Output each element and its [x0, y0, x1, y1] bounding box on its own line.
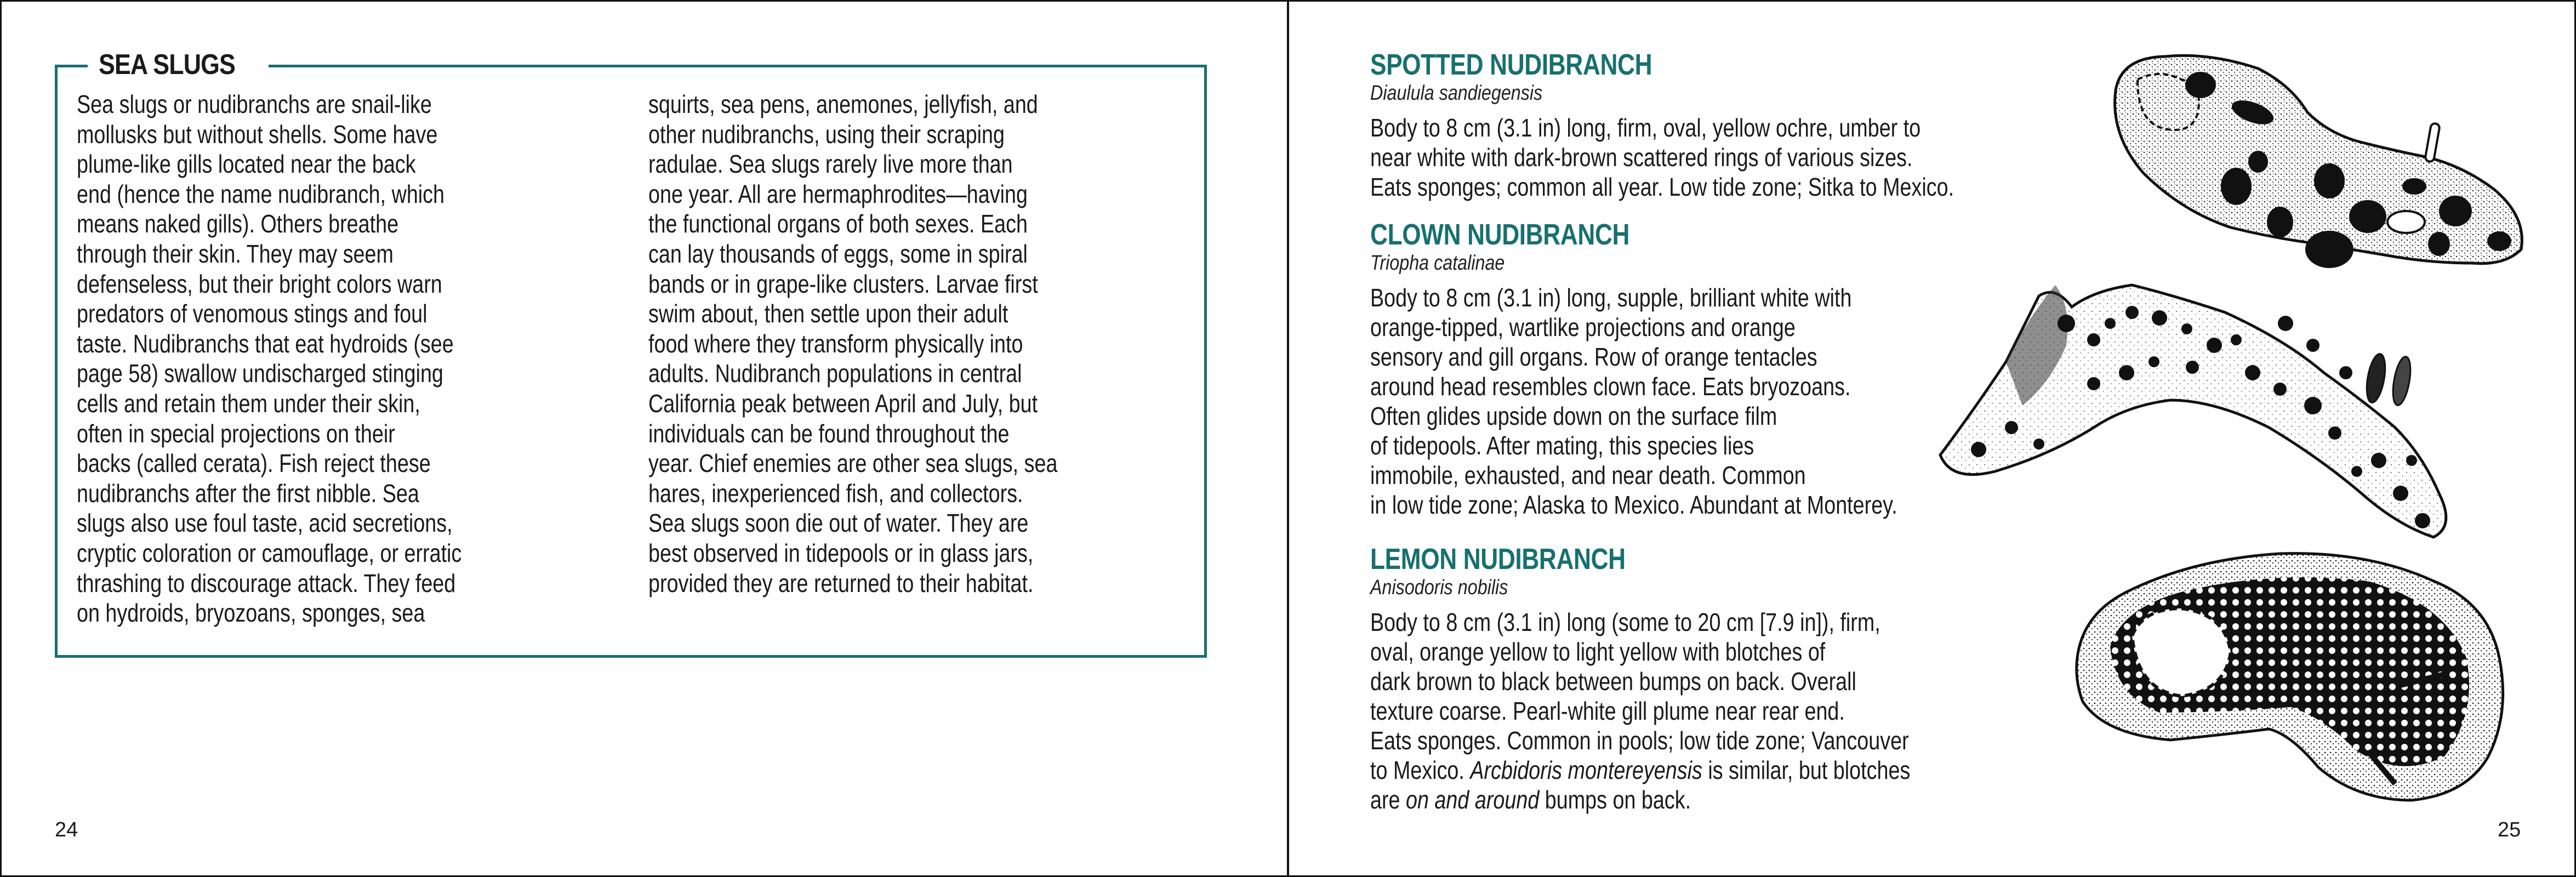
entry-body [1370, 607, 2029, 815]
text-line: Body to 8 cm (3.1 in) long, supple, brilliant white with [1370, 283, 1852, 312]
text-line: backs (called cerata). Fish reject these [77, 449, 431, 478]
text-segment: is similar, but blotches [1702, 756, 1911, 784]
text-line: taste. Nudibranchs that eat hydroids (see [77, 329, 454, 358]
text-line: Sea slugs soon die out of water. They are [648, 509, 1029, 538]
text-line: around head resembles clown face. Eats bryozoans. [1370, 372, 1851, 401]
text-line: Body to 8 cm (3.1 in) long, firm, oval, yellow ochre, umber to [1370, 113, 1921, 142]
text-segment: are [1370, 785, 1406, 814]
text-line: of tidepools. After mating, this species lies [1370, 431, 1754, 460]
text-line: means naked gills). Others breathe [77, 209, 399, 238]
text-line: mollusks but without shells. Some have [77, 119, 438, 149]
text-line: thrashing to discourage attack. They feed [77, 568, 456, 597]
sidebar-column-right [648, 89, 1147, 598]
text-line: immobile, exhausted, and near death. Common [1370, 461, 1806, 489]
text-line: slugs also use foul taste, acid secretions, [77, 509, 453, 538]
text-line: year. Chief enemies are other sea slugs, sea [648, 449, 1058, 478]
entry-spotted-nudibranch [1370, 48, 2082, 202]
text-segment: bumps on back. [1539, 785, 1691, 814]
text-line: predators of venomous stings and foul [77, 299, 428, 328]
text-line: adults. Nudibranch populations in central [648, 359, 1022, 388]
text-line [1370, 785, 1910, 815]
text-line: often in special projections on their [77, 419, 395, 448]
entry-body [1370, 283, 2013, 520]
spotted-nudibranch-illustration [2099, 47, 2538, 277]
page-gutter-divider [1287, 0, 1289, 877]
text-line: dark brown to black between bumps on back. Overall [1370, 667, 1856, 696]
text-line: page 58) swallow undischarged stinging [77, 359, 443, 388]
clown-nudibranch-illustration [1929, 263, 2543, 548]
text-line: swim about, then settle upon their adult [648, 299, 1008, 328]
text-line: provided they are returned to their habitat. [648, 568, 1034, 597]
entry-lemon-nudibranch [1370, 543, 2029, 815]
text-segment: to Mexico. [1370, 756, 1471, 784]
page-number-left: 24 [55, 818, 78, 841]
text-line: radulae. Sea slugs rarely live more than [648, 150, 1013, 179]
entry-title: SPOTTED NUDIBRANCH [1370, 48, 1652, 81]
text-line: one year. All are hermaphrodites—having [648, 179, 1028, 208]
scientific-name: Diaulula sandiegensis [1370, 82, 1543, 105]
text-line: Often glides upside down on the surface film [1370, 402, 1777, 430]
scientific-name: Triopha catalinae [1370, 252, 1505, 275]
text-line: bands or in grape-like clusters. Larvae first [648, 269, 1038, 298]
text-line: Body to 8 cm (3.1 in) long (some to 20 cm [7.9 in]), firm, [1370, 608, 1880, 636]
lemon-nudibranch-illustration [2061, 548, 2532, 806]
text-line: hares, inexperienced fish, and collectors. [648, 479, 1023, 508]
box-title: SEA SLUGS [99, 49, 236, 81]
text-line: near white with dark-brown scattered rings of various sizes. [1370, 143, 1913, 172]
entry-title: CLOWN NUDIBRANCH [1370, 218, 1630, 251]
text-line: can lay thousands of eggs, some in spiral [648, 239, 1028, 268]
text-line: Sea slugs or nudibranchs are snail-like [77, 90, 432, 118]
text-line: defenseless, but their bright colors warn [77, 269, 442, 298]
text-line: on hydroids, bryozoans, sponges, sea [77, 599, 425, 628]
scientific-name: Anisodoris nobilis [1370, 576, 1508, 599]
text-line: plume-like gills located near the back [77, 150, 416, 179]
sidebar-column-left [77, 89, 546, 628]
text-line: in low tide zone; Alaska to Mexico. Abundant at Monterey. [1370, 491, 1897, 519]
text-line: other nudibranchs, using their scraping [648, 119, 1005, 149]
italic-species-name: Arcbidoris montereyensis [1470, 756, 1702, 784]
text-line: through their skin. They may seem [77, 239, 394, 268]
text-line: nudibranchs after the first nibble. Sea [77, 479, 419, 508]
text-line: individuals can be found throughout the [648, 419, 1010, 448]
text-line: Eats sponges; common all year. Low tide zone; Sitka to Mexico. [1370, 173, 1954, 201]
text-line: Eats sponges. Common in pools; low tide zone; Vancouver [1370, 726, 1909, 755]
entry-body [1370, 113, 2082, 202]
text-line: oval, orange yellow to light yellow with blotches of [1370, 637, 1826, 666]
text-line: cells and retain them under their skin, [77, 389, 420, 418]
text-line: the functional organs of both sexes. Each [648, 209, 1028, 238]
text-line: food where they transform physically into [648, 329, 1023, 358]
text-line: California peak between April and July, but [648, 389, 1038, 418]
italic-emphasis: on and around [1405, 785, 1540, 814]
text-line: squirts, sea pens, anemones, jellyfish, and [648, 90, 1038, 118]
text-line [1370, 755, 1910, 785]
page-number-right: 25 [2498, 818, 2521, 841]
text-line: cryptic coloration or camouflage, or erratic [77, 538, 462, 567]
text-line: end (hence the name nudibranch, which [77, 179, 445, 208]
text-line: sensory and gill organs. Row of orange tentacles [1370, 343, 1817, 371]
text-line: orange-tipped, wartlike projections and orange [1370, 313, 1796, 341]
text-line: best observed in tidepools or in glass jars, [648, 538, 1034, 567]
entry-title: LEMON NUDIBRANCH [1370, 543, 1626, 576]
entry-clown-nudibranch [1370, 218, 2013, 520]
text-line: texture coarse. Pearl-white gill plume near rear end. [1370, 697, 1845, 725]
